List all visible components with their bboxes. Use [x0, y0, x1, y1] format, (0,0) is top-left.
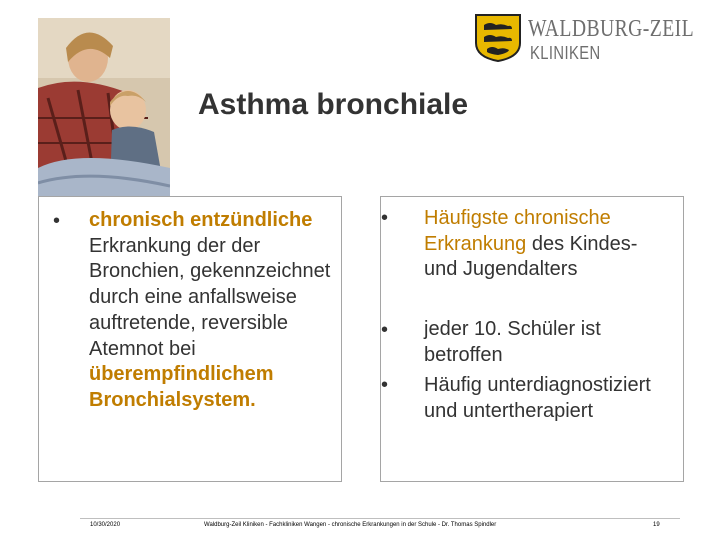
highlight-haeufigste: Häufigste chronische Erkrankung — [424, 207, 611, 255]
lions-shield-icon — [474, 13, 522, 63]
right-item-1 — [424, 206, 674, 283]
footer-caption: Waldburg-Zeil Kliniken - Fachkliniken Wangen - chronische Erkrankungen in der Schule - Dr. Thomas Spindler — [204, 522, 497, 528]
footer-date: 10/30/2020 — [90, 522, 121, 528]
right-item-1-rest: des Kindes- und Jugendalters — [424, 232, 638, 281]
left-box-body: Erkrankung der der Bronchien, gekennzeichnet durch eine anfallsweise auftretende, reversible Atemnot bei — [89, 234, 331, 360]
right-bullet-2: • — [381, 319, 389, 341]
highlight-chronisch-entzuendliche: chronisch entzündliche — [89, 209, 313, 231]
right-bullet-3: • — [381, 374, 389, 396]
footer-divider — [80, 518, 680, 519]
logo-text-line2: KLINIKEN — [530, 43, 601, 63]
right-item-2: jeder 10. Schüler ist betroffen — [424, 318, 601, 366]
page-number: 19 — [653, 522, 660, 528]
left-box-text — [89, 208, 335, 414]
right-item-3: Häufig unterdiagnostiziert und untertherapiert — [424, 374, 651, 422]
left-bullet: • — [53, 210, 61, 232]
right-bullet-1: • — [381, 207, 389, 229]
slide-title: Asthma bronchiale — [198, 88, 469, 121]
highlight-bronchialsystem: überempfindlichem Bronchialsystem. — [89, 363, 274, 411]
photo-illustration — [38, 18, 170, 206]
waldburg-zeil-logo — [474, 13, 704, 63]
mother-child-photo — [38, 18, 170, 206]
logo-text-line1: WALDBURG-ZEIL — [528, 16, 695, 42]
